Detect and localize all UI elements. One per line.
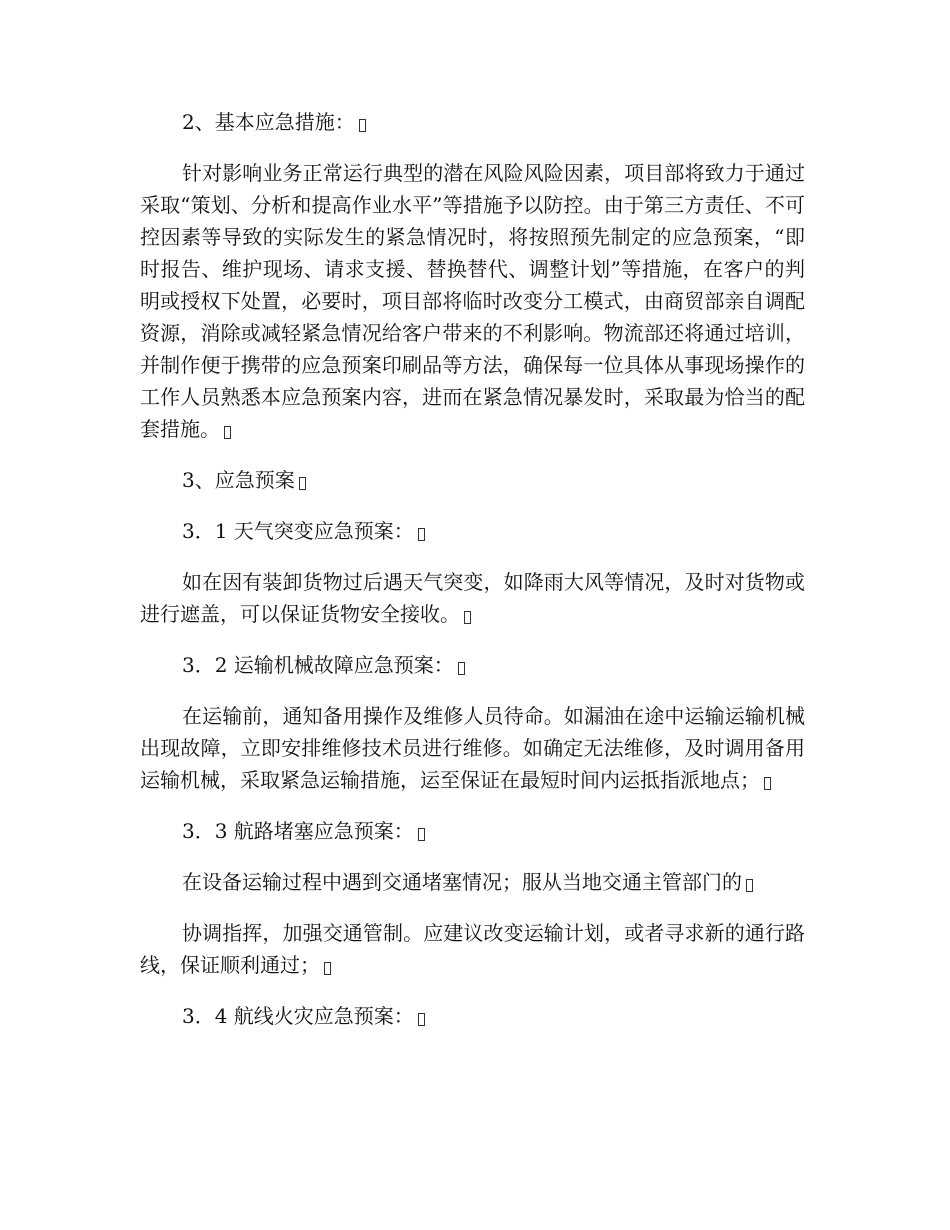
paragraph-mark-icon [359, 119, 366, 132]
subheading-fire: 3．4 航线火灾应急预案： [140, 1000, 805, 1032]
document-page [140, 106, 805, 1051]
paragraph-mark-icon [299, 477, 306, 490]
paragraph-mark-icon [224, 426, 231, 439]
paragraph-mark-icon [464, 611, 471, 624]
paragraph-mark-icon [324, 962, 331, 975]
paragraph-route-blockage-1: 在设备运输过程中遇到交通堵塞情况；服从当地交通主管部门的 [140, 866, 805, 898]
paragraph-mark-icon [418, 528, 425, 541]
paragraph-mark-icon [746, 879, 753, 892]
paragraph-mark-icon [764, 777, 771, 790]
section-heading-emergency-plan: 3、应急预案 [140, 464, 805, 496]
paragraph-machinery: 在运输前，通知备用操作及维修人员待命。如漏油在途中运输运输机械出现故障，立即安排维修技术员进行维修。如确定无法维修，及时调用备用运输机械，采取紧急运输措施，运至保证在最短时间内运抵指派地点； [140, 704, 805, 792]
section-heading-basic-measures: 2、基本应急措施： [140, 106, 805, 138]
subheading-weather: 3．1 天气突变应急预案： [140, 515, 805, 547]
paragraph-basic-measures: 针对影响业务正常运行典型的潜在风险风险因素，项目部将致力于通过采取“策划、分析和提高作业水平”等措施予以防控。由于第三方责任、不可控因素等导致的实际发生的紧急情况时，将按照预先制定的应急预案，“即时报告、维护现场、请求支援、替换替代、调整计划”等措施，在客户的判明或授权下处置，必要时，项目部将临时改变分工模式，由商贸部亲自调配资源，消除或减轻紧急情况给客户带来的不利影响。物流部还将通过培训，并制作便于携带的应急预案印刷品等方法，确保每一位具体从事现场操作的工作人员熟悉本应急预案内容，进而在紧急情况暴发时，采取最为恰当的配套措施。 [140, 161, 805, 441]
subheading-machinery: 3．2 运输机械故障应急预案： [140, 649, 805, 681]
paragraph-route-blockage-2: 协调指挥，加强交通管制。应建议改变运输计划，或者寻求新的通行路线，保证顺利通过； [140, 921, 805, 977]
paragraph-mark-icon [418, 1013, 425, 1026]
paragraph-weather: 如在因有装卸货物过后遇天气突变，如降雨大风等情况，及时对货物或进行遮盖，可以保证货物安全接收。 [140, 570, 805, 626]
paragraph-mark-icon [458, 662, 465, 675]
subheading-route-blockage: 3．3 航路堵塞应急预案： [140, 815, 805, 847]
paragraph-mark-icon [418, 828, 425, 841]
